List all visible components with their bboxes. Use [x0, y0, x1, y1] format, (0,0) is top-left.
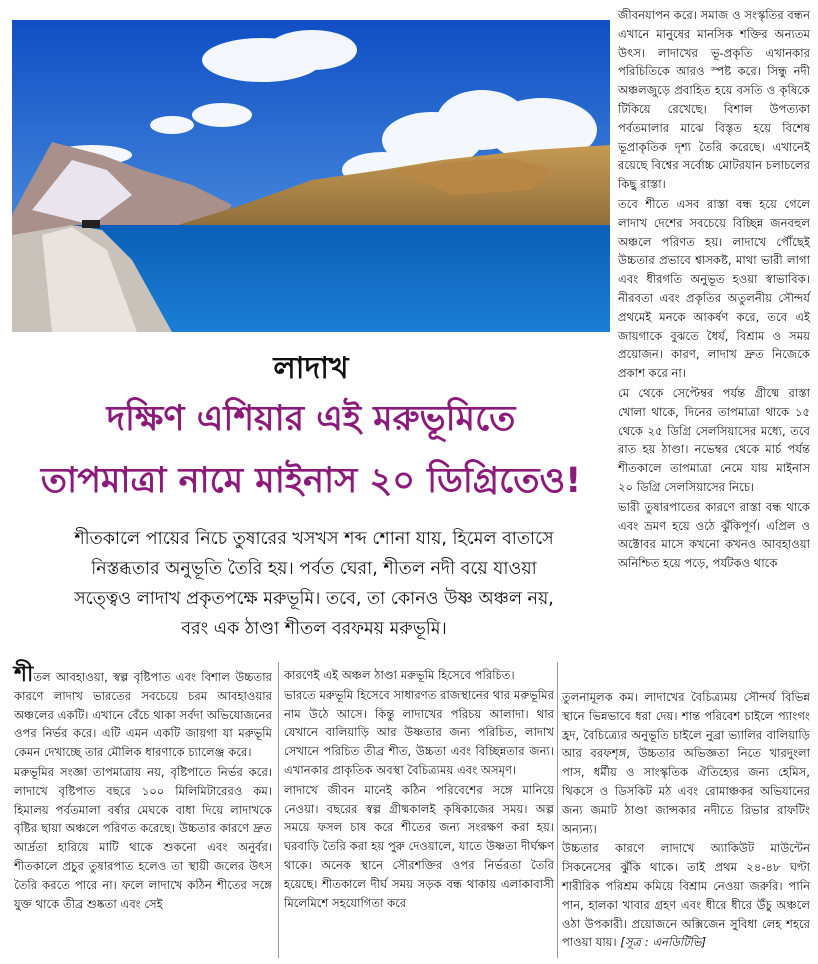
- headline: [12, 388, 610, 512]
- column-divider: [557, 662, 558, 958]
- paragraph: ভারতে মরুভূমি হিসেবে সাধারণত রাজস্থানের থার মরুভূমির নাম উঠে আসে। কিন্তু লাদাখের পরিচয় আলাদা। থার যেখানে বালিয়াড়ি আর উষ্ণতার জন্য পরিচিত, লাদাখ সেখানে পরিচিত তীব্র শীত, উচ্চতা এবং বিচ্ছিন্নতার জন্য। এখানকার প্রাকৃতিক অবস্থা বৈচিত্র্যময় এবং অসমৃণ।: [284, 687, 554, 777]
- right-column-top: [618, 6, 810, 574]
- paragraph: [562, 839, 810, 952]
- paragraph: ভারী তুষারপাতের কারণে রাস্তা বন্ধ থাকে এবং ভ্রমণ হয়ে ওঠে ঝুঁকিপূর্ণ। এপ্রিল ও অক্টোবর মাসে কখনো কখনও আবহাওয়া অনিশ্চিত হয়ে পড়ে, পর্যটকও থাকে: [618, 499, 810, 571]
- intro-line: সত্ত্বেও লাদাখ প্রকৃতপক্ষে মরুভূমি। তবে, তা কোনও উষ্ণ অঞ্চল নয়,: [74, 589, 554, 609]
- column-1: [14, 662, 272, 914]
- intro-line: নিস্তব্ধতার অনুভূতি তৈরি হয়। পর্বত ঘেরা, শীতল নদী বয়ে যাওয়া: [91, 559, 537, 579]
- headline-line: তাপমাত্রা নামে মাইনাস ২০ ডিগ্রিতেও!: [40, 461, 582, 501]
- paragraph-text: তল আবহাওয়া, স্বল্প বৃষ্টিপাত এবং বিশাল উচ্চতার কারণে লাদাখ ভারতের সবচেয়ে চরম আবহাওয়ার অঞ্চলের একটি। এখানে বেঁচে থাকা সর্বদা অভিযোজনের ওপর নির্ভর করে। এটি এমন একটি জায়গা যা মরুভূমি কেমন দেখাচ্ছে তার মৌলিক ধারণাকে চ্যালেঞ্জ করে।: [14, 670, 272, 760]
- kicker-title: লাদাখ: [273, 351, 349, 386]
- paragraph: জীবনযাপন করে। সমাজ ও সংস্কৃতির বন্ধন এখানে মানুষের মানসিক শক্তির অন্যতম উৎস। লাদাখের ভূ-প্রকৃতি এখানকার পরিচিতিকে আরও স্পষ্ট করে। সিন্ধু নদী অঞ্চলজুড়ে প্রবাহিত হয়ে বসতি ও কৃষিকে টিকিয়ে রেখেছে। বিশাল উপত্যকা পর্বতমালার মাঝে বিস্তৃত হয়ে বিশেষ ভূপ্রাকৃতিক দৃশ্য তৈরি করেছে। এখানেই রয়েছে বিশ্বের সর্বোচ্চ মোটরযান চলাচলের কিছু রাস্তা।: [618, 8, 810, 192]
- dropcap: শী: [14, 662, 34, 687]
- column-2: [284, 666, 554, 913]
- column-3: [562, 688, 810, 953]
- paragraph: তুলনামূলক কম। লাদাখের বৈচিত্র্যময় সৌন্দর্য বিভিন্ন স্থানে ভিন্নভাবে ধরা দেয়। শান্ত পরিবেশ চাইলে প্যাংগং হ্রদ, বৈচিত্র্যের অনুভূতি চাইলে নুব্রা ভ্যালির বালিয়াড়ি আর বরফশৃঙ্গ, উচ্চতার অভিজ্ঞতা নিতে খারদুংলা পাস, ধর্মীয় ও সাংস্কৃতিক ঐতিহ্যের জন্য হেমিস, থিকসে ও ডিসকিট মঠ এবং রোমাঞ্চকর অভিযানের জন্য জমাট ঠাণ্ডা জান্সকার নদীতে রিভার রাফটিং অন্যন্য।: [562, 690, 810, 836]
- headline-line: দক্ষিণ এশিয়ার এই মরুভূমিতে: [106, 399, 516, 439]
- paragraph: মে থেকে সেপ্টেম্বর পর্যন্ত গ্রীষ্মে রাস্তা খোলা থাকে, দিনের তাপমাত্রা থাকে ১৫ থেকে ২৫ ডিগ্রি সেলসিয়াসের মধ্যে, তবে রাত হয় ঠাণ্ডা। নভেম্বর থেকে মার্চ পর্যন্ত শীতকালে তাপমাত্রা নেমে যায় মাইনাস ২০ ডিগ্রি সেলসিয়াসের নিচে।: [618, 385, 810, 494]
- column-divider: [278, 662, 279, 958]
- paragraph: লাদাখে জীবন মানেই কঠিন পরিবেশের সঙ্গে মানিয়ে নেওয়া। বছরের স্বল্প গ্রীষ্মকালই কৃষিকাজের সময়। অল্প সময়ে ফসল চাষ করে শীতের জন্য সংরক্ষণ করা হয়। ঘরবাড়ি তৈরি করা হয় পুরু দেওয়ালে, যাতে উষ্ণতা দীর্ঘক্ষণ থাকে। অনেক স্থানে সৌরশক্তির ওপর নির্ভরতা তৈরি হয়েছে। শীতকালে দীর্ঘ সময় সড়ক বন্ধ থাকায় এলাকাবাসী মিলেমিশে সহযোগিতা করে: [284, 782, 554, 910]
- paragraph: কারণেই এই অঞ্চল ঠাণ্ডা মরুভূমি হিসেবে পরিচিত।: [284, 668, 515, 682]
- source-credit: [সূত্র : এনডিটিভি]: [620, 935, 707, 950]
- paragraph-text: উচ্চতার কারণে লাদাখে অ্যাকিউট মাউন্টেন সিকনেসের ঝুঁকি থাকে। তাই প্রথম ২৪-৪৮ ঘণ্টা শারীরিক পরিশ্রম কমিয়ে বিশ্রাম নেওয়া জরুরি। পানি পান, হালকা খাবার গ্রহণ এবং ধীরে ধীরে উঁচু অঞ্চলে ওঠা উপকারী। প্রয়োজনে অক্সিজেন সুবিধা লেহ শহরে পাওয়া যায়।: [562, 841, 810, 950]
- paragraph: মরুভূমির সংজ্ঞা তাপমাত্রায় নয়, বৃষ্টিপাতে নির্ভর করে। লাদাখে বৃষ্টিপাত বছরে ১০০ মিলিমিটারেরও কম। হিমালয় পর্বতমালা বর্ষার মেঘকে বাধা দিয়ে লাদাখকে বৃষ্টির ছায়া অঞ্চলে পরিণত করেছে। উচ্চতার কারণে দ্রুত আর্দ্রতা হারিয়ে মাটি থাকে শুকনো এবং অনুর্বর। শীতকালে প্রচুর তুষারপাত হলেও তা স্থায়ী জলের উৎস তৈরি করতে পারে না। ফলে লাদাখে কঠিন শীতের সঙ্গে যুক্ত থাকে তীব্র শুষ্কতা এবং সেই: [14, 764, 272, 911]
- intro-line: শীতকালে পায়ের নিচে তুষারের খসখস শব্দ শোনা যায়, হিমেল বাতাসে: [74, 529, 554, 549]
- paragraph: তবে শীতে এসব রাস্তা বন্ধ হয়ে গেলে লাদাখ দেশের সবচেয়ে বিচ্ছিন্ন জনবহুল অঞ্চলে পরিণত হয়। লাদাখে পৌঁছেই উচ্চতার প্রভাবে শ্বাসকষ্ট, মাথা ভারী লাগা এবং ধীরগতি অনুভূত হওয়া স্বাভাবিক। নীরবতা এবং প্রকৃতির অতুলনীয় সৌন্দর্য প্রথমেই মনকে আকর্ষণ করে, তবে এই জায়গাকে বুঝতে ধৈর্য, বিশ্রাম ও সময় প্রয়োজন। কারণ, লাদাখ দ্রুত নিজেকে প্রকাশ করে না।: [618, 196, 810, 381]
- intro-line: বরং এক ঠাণ্ডা শীতল বরফময় মরুভূমি।: [181, 619, 447, 639]
- lake-mountain-photo: [12, 20, 610, 332]
- intro-lead: [16, 524, 612, 644]
- paragraph: [14, 662, 272, 762]
